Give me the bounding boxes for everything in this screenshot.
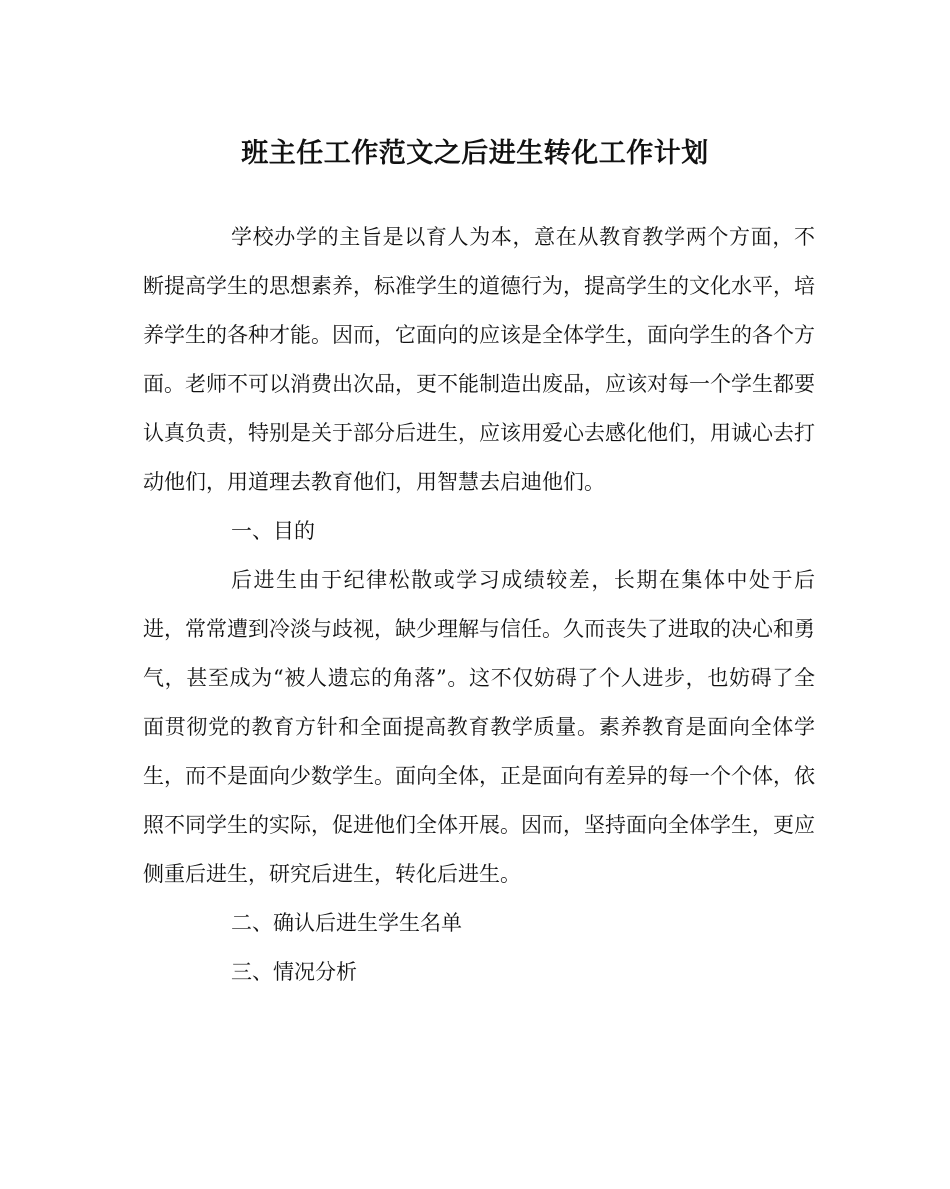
intro-paragraph: 学校办学的主旨是以育人为本，意在从教育教学两个方面，不断提高学生的思想素养，标准学生的道德行为，提高学生的文化水平，培养学生的各种才能。因而，它面向的应该是全体学生，面向学生的各个方面。老师不可以消费出次品，更不能制造出废品，应该对每一个学生都要认真负责，特别是关于部分后进生，应该用爱心去感化他们，用诚心去打动他们，用道理去教育他们，用智慧去启迪他们。 <box>143 225 815 494</box>
section-heading-situation-analysis: 三、情况分析 <box>231 960 357 984</box>
section-heading-purpose: 一、目的 <box>231 519 315 543</box>
document-title: 班主任工作范文之后进生转化工作计划 <box>241 138 709 169</box>
document-body <box>143 213 815 997</box>
section-heading-student-list: 二、确认后进生学生名单 <box>231 911 462 935</box>
purpose-paragraph: 后进生由于纪律松散或学习成绩较差，长期在集体中处于后进，常常遭到冷淡与歧视，缺少理解与信任。久而丧失了进取的决心和勇气，甚至成为“被人遗忘的角落”。这不仅妨碍了个人进步，也妨碍了全面贯彻党的教育方针和全面提高教育教学质量。素养教育是面向全体学生，而不是面向少数学生。面向全体，正是面向有差异的每一个个体，依照不同学生的实际，促进他们全体开展。因而，坚持面向全体学生，更应侧重后进生，研究后进生，转化后进生。 <box>143 568 815 886</box>
